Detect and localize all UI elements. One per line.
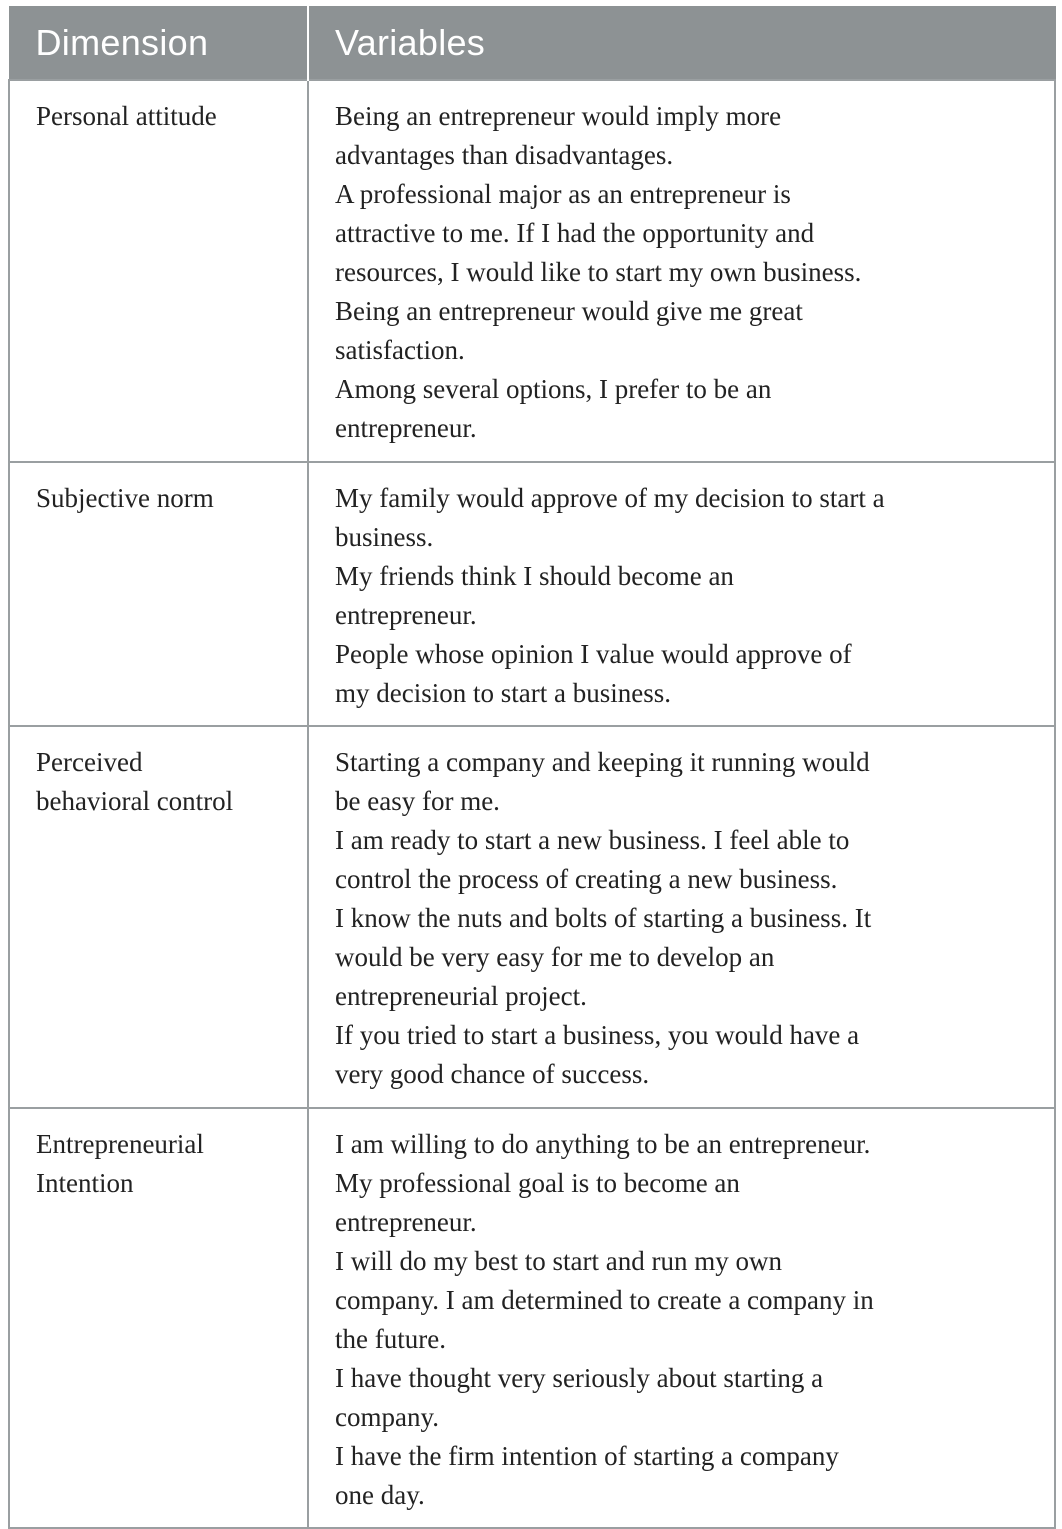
variable-line: Being an entrepreneur would give me great xyxy=(335,296,803,326)
variable-line: company. xyxy=(335,1402,439,1432)
variable-line: entrepreneur. xyxy=(335,1207,477,1237)
variable-line: Being an entrepreneur would imply more xyxy=(335,101,782,131)
variable-line: be easy for me. xyxy=(335,786,500,816)
variable-line: Among several options, I prefer to be an xyxy=(335,374,772,404)
table-row xyxy=(9,80,1055,462)
variable-line: very good chance of success. xyxy=(335,1059,650,1089)
variables-cell xyxy=(308,80,1055,462)
variable-line: I am ready to start a new business. I feel able to xyxy=(335,825,850,855)
dimension-label: Entrepreneurial xyxy=(36,1129,204,1159)
variables-table xyxy=(8,6,1056,1529)
header-variables: Variables xyxy=(308,7,1055,81)
variable-line: my decision to start a business. xyxy=(335,678,671,708)
variable-line: control the process of creating a new business. xyxy=(335,864,838,894)
variable-line: My professional goal is to become an xyxy=(335,1168,740,1198)
dimension-label: behavioral control xyxy=(36,786,234,816)
dimension-label: Perceived xyxy=(36,747,143,777)
variable-line: If you tried to start a business, you would have a xyxy=(335,1020,860,1050)
variables-cell xyxy=(308,726,1055,1108)
variable-line: the future. xyxy=(335,1324,446,1354)
variable-line: I will do my best to start and run my own xyxy=(335,1246,782,1276)
variable-line: I am willing to do anything to be an entrepreneur. xyxy=(335,1129,871,1159)
dimension-label: Subjective norm xyxy=(36,483,214,513)
variable-line: one day. xyxy=(335,1480,425,1510)
dimension-cell xyxy=(9,726,308,1108)
variable-line: My family would approve of my decision to start a xyxy=(335,483,885,513)
variable-line: resources, I would like to start my own business. xyxy=(335,257,862,287)
dimension-cell xyxy=(9,462,308,726)
table-header xyxy=(9,7,1055,81)
variable-line: I have the firm intention of starting a company xyxy=(335,1441,839,1471)
variable-line: entrepreneur. xyxy=(335,600,477,630)
dimension-label: Intention xyxy=(36,1168,134,1198)
header-dimension: Dimension xyxy=(9,7,308,81)
table-row xyxy=(9,726,1055,1108)
variable-line: entrepreneur. xyxy=(335,413,477,443)
variables-cell xyxy=(308,1108,1055,1528)
table-row xyxy=(9,462,1055,726)
variable-line: satisfaction. xyxy=(335,335,465,365)
variable-line: advantages than disadvantages. xyxy=(335,140,674,170)
dimension-label: Personal attitude xyxy=(36,101,217,131)
variable-line: I know the nuts and bolts of starting a business. It xyxy=(335,903,872,933)
variable-line: People whose opinion I value would approve of xyxy=(335,639,852,669)
variables-table-container xyxy=(8,6,1054,1517)
variable-line: attractive to me. If I had the opportunity and xyxy=(335,218,815,248)
variable-line: A professional major as an entrepreneur is xyxy=(335,179,791,209)
variable-line: business. xyxy=(335,522,434,552)
header-row xyxy=(9,7,1055,81)
variable-line: My friends think I should become an xyxy=(335,561,734,591)
variable-line: entrepreneurial project. xyxy=(335,981,587,1011)
variable-line: would be very easy for me to develop an xyxy=(335,942,775,972)
variable-line: Starting a company and keeping it running would xyxy=(335,747,870,777)
dimension-cell xyxy=(9,80,308,462)
variables-cell xyxy=(308,462,1055,726)
table-body xyxy=(9,80,1055,1528)
variable-line: I have thought very seriously about starting a xyxy=(335,1363,824,1393)
variable-line: company. I am determined to create a company in xyxy=(335,1285,874,1315)
dimension-cell xyxy=(9,1108,308,1528)
table-row xyxy=(9,1108,1055,1528)
